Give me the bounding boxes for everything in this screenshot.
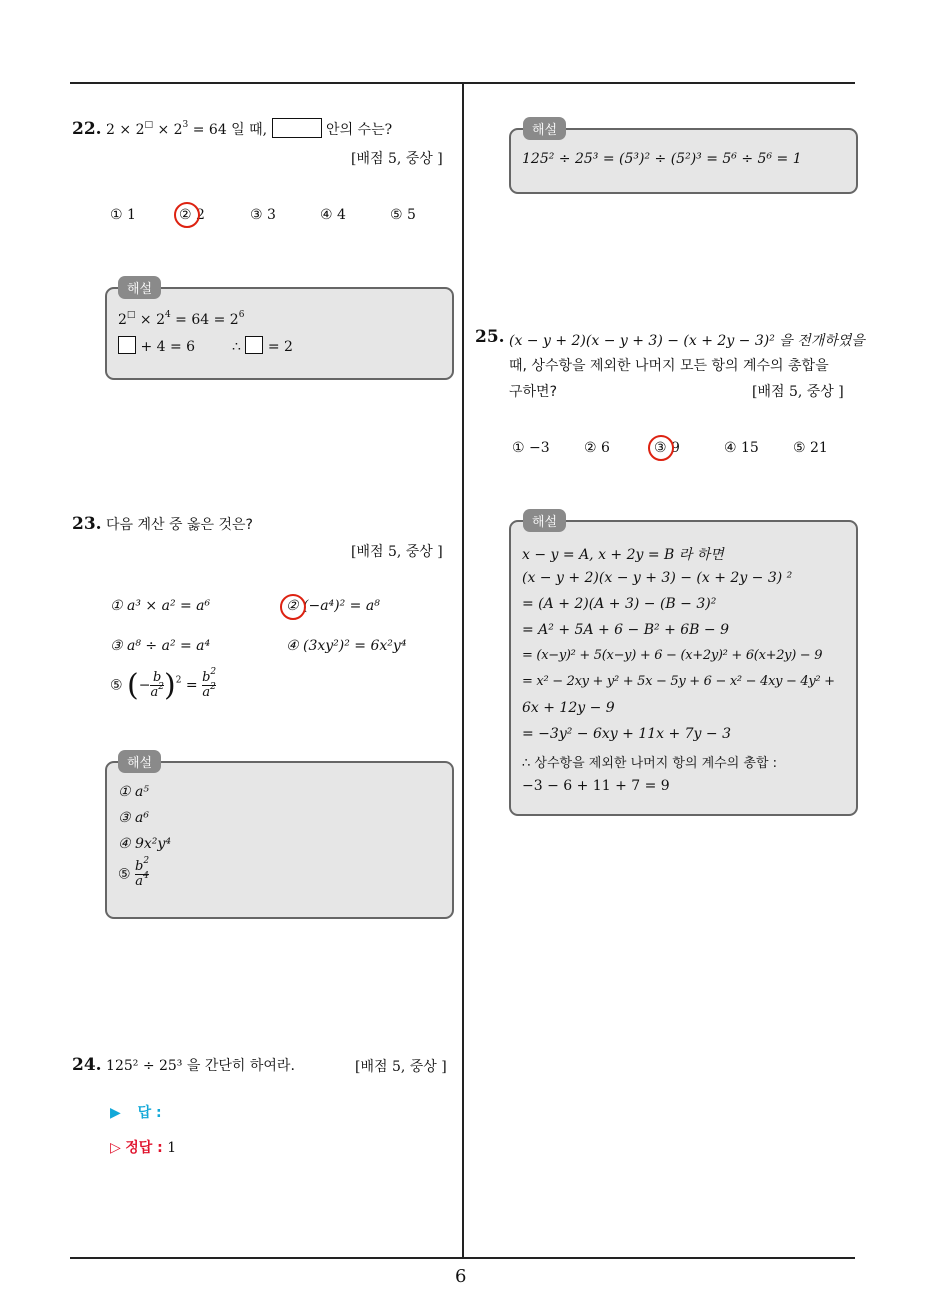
q25-question-line1: (x − y + 2)(x − y + 3) − (x + 2y − 3)² 을 전개하였을	[509, 333, 865, 349]
q22-text-d: 안의 수는?	[326, 122, 393, 138]
q25-choice-1[interactable]: ① −3	[512, 440, 550, 456]
q22-score: [배점 5, 중상 ]	[351, 151, 443, 167]
q25-choice-5[interactable]: ⑤ 21	[793, 440, 828, 456]
q25-solution-line: ∴ 상수항을 제외한 나머지 항의 계수의 총합 :	[522, 756, 778, 771]
q23-solution-1: ① a⁵	[118, 784, 149, 800]
q25-answer-circle	[648, 435, 674, 461]
q22-solution-line2: + 4 = 6 ∴ = 2	[118, 336, 293, 355]
q22-solution-box	[105, 287, 454, 380]
q25-solution-box	[509, 520, 858, 816]
q25-question-line2: 때, 상수항을 제외한 나머지 모든 항의 계수의 총합을	[509, 358, 829, 374]
q22-sol-box-1	[118, 336, 136, 354]
q25-solution-line: = x² − 2xy + y² + 5x − 5y + 6 − x² − 4xy − 4y² +	[522, 674, 835, 689]
q23-solution-4: ④ 9x²y⁴	[118, 836, 171, 852]
q23-choice-5[interactable]: ⑤ (− $\frac{b}{a^2}$ )$^2$ = $\frac{b^2}{a^2}$	[110, 667, 217, 703]
q22-text-a: 2 × 2	[106, 122, 145, 138]
q25-solution-tag: 해설	[523, 509, 566, 532]
q22-text-c: = 64 일 때,	[188, 122, 268, 138]
bottom-rule	[70, 1257, 855, 1259]
q23-choice-3[interactable]: ③ a⁸ ÷ a² = a⁴	[110, 638, 211, 654]
q24-correct-row	[110, 1137, 176, 1157]
q25-solution-line: = A² + 5A + 6 − B² + 6B − 9	[522, 622, 729, 638]
q25-solution-line: −3 − 6 + 11 + 7 = 9	[522, 778, 670, 794]
q23-score: [배점 5, 중상 ]	[351, 544, 443, 560]
q23-solution-3: ③ a⁶	[118, 810, 149, 826]
page-number: 6	[455, 1266, 467, 1287]
q24-solution-tag: 해설	[523, 117, 566, 140]
q25-choice-4[interactable]: ④ 15	[724, 440, 759, 456]
q23-question	[72, 514, 253, 534]
q24-answer-label: 답 :	[137, 1105, 162, 1121]
q25-solution-line: = (x−y)² + 5(x−y) + 6 − (x+2y)² + 6(x+2y) − 9	[522, 648, 823, 663]
q24-score: [배점 5, 중상 ]	[355, 1059, 447, 1075]
correct-arrow-icon: ▷	[110, 1140, 121, 1156]
q25-solution-line: x − y = A, x + 2y = B 라 하면	[522, 547, 724, 563]
q23-solution-5: ⑤ $\frac{b^2}{a^4}$	[118, 856, 150, 889]
q23-text: 다음 계산 중 옳은 것은?	[106, 517, 253, 533]
q22-solution-line1: $2^□ \times 2^4 = 64 = 2^6$	[118, 310, 245, 328]
q22-choice-3[interactable]: ③ 3	[250, 207, 276, 223]
q22-text-b: × 2	[153, 122, 183, 138]
q22-sol-box-2	[245, 336, 263, 354]
q25-choice-2[interactable]: ② 6	[584, 440, 610, 456]
column-divider	[462, 82, 464, 1258]
q23-choice-1[interactable]: ① a³ × a² = a⁶	[110, 598, 211, 614]
q22-choice-5[interactable]: ⑤ 5	[390, 207, 416, 223]
q24-solution-line: 125² ÷ 25³ = (5³)² ÷ (5²)³ = 5⁶ ÷ 5⁶ = 1	[522, 151, 802, 167]
q24-number: 24.	[72, 1055, 102, 1075]
q23-choice-4[interactable]: ④ (3xy²)² = 6x²y⁴	[286, 638, 407, 654]
q25-solution-line: = (A + 2)(A + 3) − (B − 3)²	[522, 596, 717, 612]
q25-score: [배점 5, 중상 ]	[752, 384, 844, 400]
q24-answer-row	[110, 1102, 162, 1122]
q25-solution-line: = −3y² − 6xy + 11x + 7y − 3	[522, 726, 732, 742]
q22-choice-1[interactable]: ① 1	[110, 207, 136, 223]
q22-choice-2[interactable]: ② 2	[179, 207, 205, 223]
q22-question: 22. $2 \times 2^□ \times 2^3 = 64$ 일 때, 안의 수는?	[72, 119, 393, 139]
q24-correct-label: 정답 :	[125, 1140, 163, 1156]
q23-number: 23.	[72, 514, 102, 534]
q23-solution-tag: 해설	[118, 750, 161, 773]
q22-number: 22.	[72, 119, 102, 139]
q25-solution-line: (x − y + 2)(x − y + 3) − (x + 2y − 3) ²	[522, 570, 793, 586]
q24-question	[72, 1055, 295, 1075]
answer-arrow-icon: ▶	[110, 1105, 121, 1121]
q22-choice-4[interactable]: ④ 4	[320, 207, 346, 223]
q23-choice-2[interactable]: ② (−a⁴)² = a⁸	[286, 598, 380, 614]
q25-solution-line: 6x + 12y − 9	[522, 700, 615, 716]
q24-text: 125² ÷ 25³ 을 간단히 하여라.	[106, 1058, 295, 1074]
q22-answer-circle	[174, 202, 200, 228]
q23-answer-circle	[280, 594, 306, 620]
q24-correct-value: 1	[167, 1140, 177, 1156]
q25-choice-3[interactable]: ③ 9	[654, 440, 680, 456]
q22-blank-box	[272, 118, 322, 138]
q22-solution-tag: 해설	[118, 276, 161, 299]
q25-question-line3: 구하면?	[509, 384, 558, 400]
q25-number: 25.	[475, 327, 505, 347]
